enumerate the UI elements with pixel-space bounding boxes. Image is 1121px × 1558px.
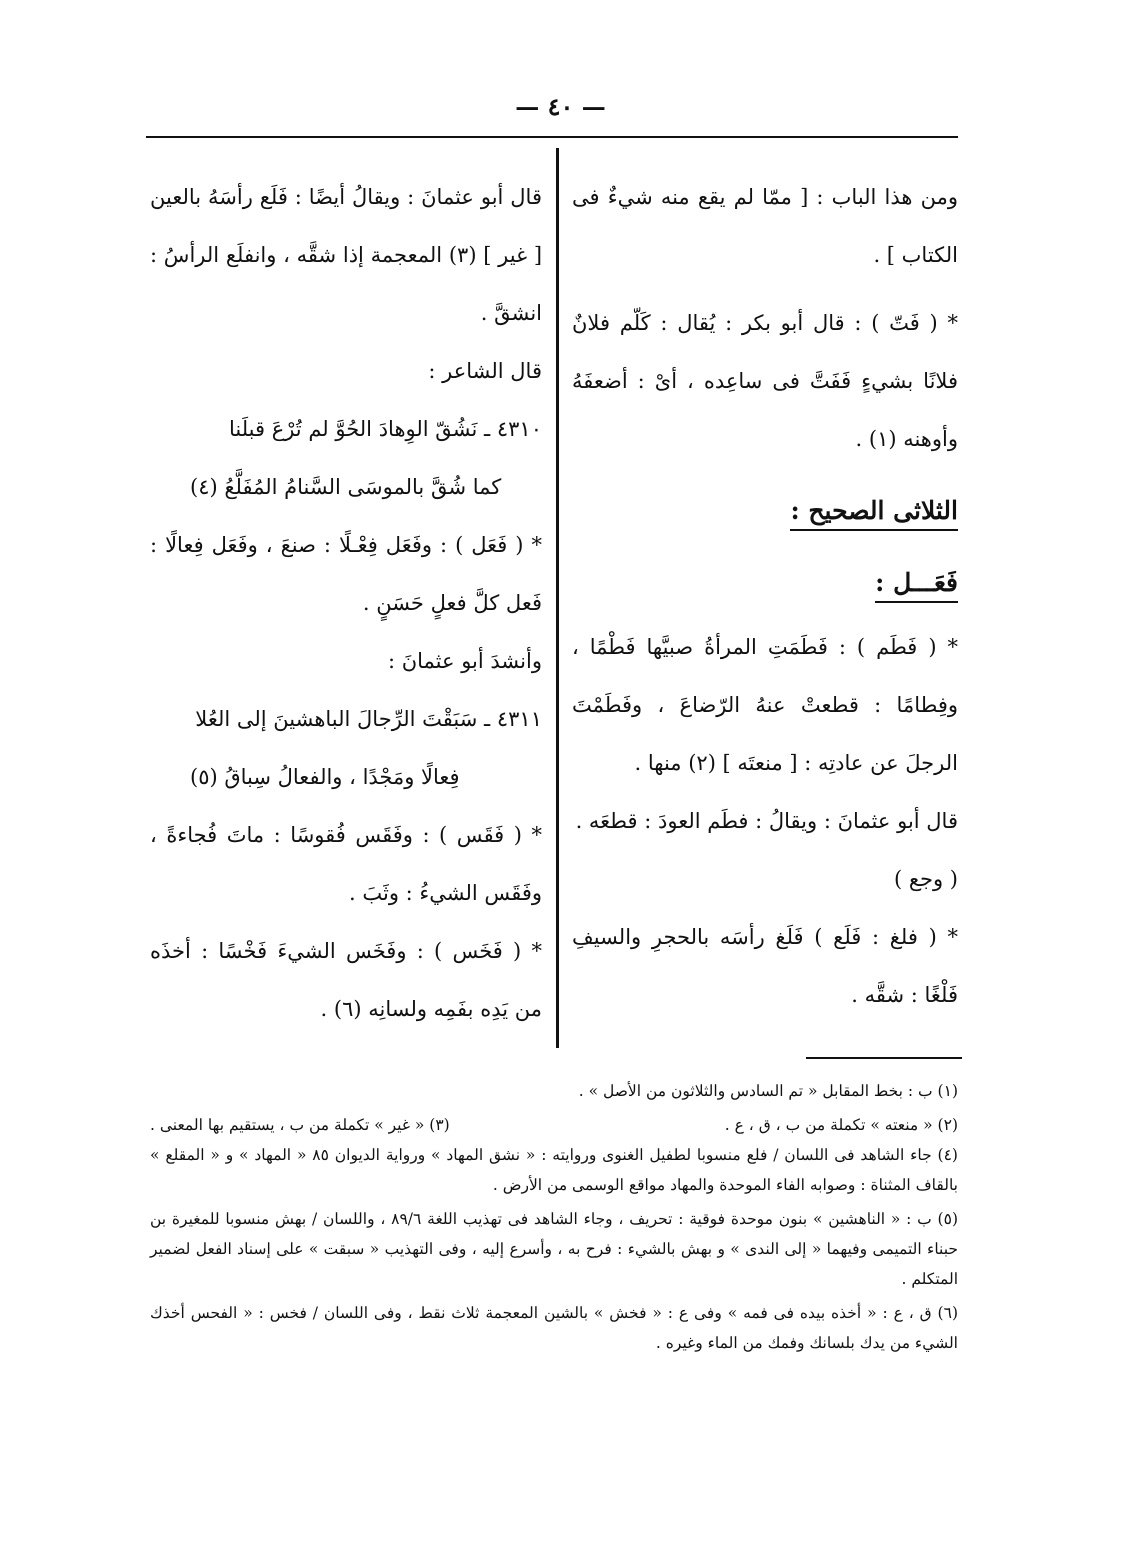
abu-uthman-falaa: قال أبو عثمانَ : ويقالُ أيضًا : فَلَع رأسَهُ بالعين [ غير ] (٣) المعجمة إذا شقَّه ، وانفلَع الرأسُ : انشقَّ . xyxy=(150,185,543,325)
qala-shaer: قال الشاعر : xyxy=(428,359,542,383)
left-column xyxy=(150,168,542,1038)
verse-4310-first-hemistich: ٤٣١٠ ـ نَشُقّ الوِهادَ الحُوَّ لم تُرْعَ قبلَنا xyxy=(228,417,542,441)
footnote-1: (١) ب : بخط المقابل « تم السادس والثلاثون من الأصل » . xyxy=(578,1082,958,1100)
verse-4311-first-hemistich: ٤٣١١ ـ سَبَقْتَ الرِّجالَ الباهشينَ إلى العُلا xyxy=(195,707,542,731)
entry-fatm: * ( فَطَم ) : فَطَمَتِ المرأةُ صبيَّها فَطْمًا ، وفِطامًا : قطعتْ عنهُ الرّضاعَ ، وفَطَمْتَ الرجلَ عن عادتِه : [ منعتَه ] (٢) منها . xyxy=(572,635,958,775)
verse-4310-second-hemistich: كما شُقَّ بالموسَى السَّنامُ المُفَلَّعُ (٤) xyxy=(190,475,502,499)
heading-faal xyxy=(572,554,958,612)
heading-thulathi xyxy=(572,482,958,540)
anshad-abu-uthman: وأنشدَ أبو عثمانَ : xyxy=(387,649,542,673)
footnote-6: (٦) ق ، ع : « أخذه بيده فى فمه » وفى ع : « فخش » بالشين المعجمة ثلاث نقط ، وفى اللسان / فخس : « الفحس أخذك الشيء من يدك بلسانك وفمك من الماء وغيره . xyxy=(150,1304,958,1352)
heading-faal-text: فَعَـــل : xyxy=(875,568,958,603)
intro-paragraph: ومن هذا الباب : [ ممّا لم يقع منه شيءٌ فى الكتاب ] . xyxy=(572,185,958,267)
entry-fatt: * ( فَتّ ) : قال أبو بكر : يُقال : كَلّم فلانٌ فلانًا بشيءٍ فَفَتَّ فى ساعِده ، أىْ : أضعفَهُ وأوهنه (١) . xyxy=(572,311,958,451)
entry-fakhas: * ( فَخَس ) : وفَخَس الشيءَ فَخْسًا : أخذَه من يَدِه بفَمِه ولسانِه (٦) . xyxy=(150,939,542,1021)
entry-faqas: * ( فَقَس ) : وفَقَس فُقوسًا : ماتَ فُجاءةً ، وفَقَس الشيءُ : وثَبَ . xyxy=(150,823,542,905)
footnote-3: (٣) « غير » تكملة من ب ، يستقيم بها المعنى . xyxy=(150,1116,450,1134)
footnote-5: (٥) ب : « الناهشين » بنون موحدة فوقية : تحريف ، وجاء الشاهد فى تهذيب اللغة ٨٩/٦ ، واللسان / بهش منسوبا للمغيرة بن حبناء التميمى وفيهما « إلى الندى » و بهش بالشيء : فرح به ، وأسرع إليه ، وفى التهذيب « سبقت » على إسناد الفعل لضمير المتكلم . xyxy=(150,1210,958,1288)
cross-reference-wajh: ( وجع ) xyxy=(893,867,958,891)
heading-thulathi-text: الثلاثى الصحيح : xyxy=(790,496,958,531)
entry-faal: * ( فَعَل ) : وفَعَل فِعْـلًا : صنعَ ، وفَعَل فِعالًا : فَعل كلَّ فعلٍ حَسَنٍ . xyxy=(150,533,542,615)
footnote-row-2-3 xyxy=(150,1110,958,1140)
footnote-4: (٤) جاء الشاهد فى اللسان / فلع منسوبا لطفيل الغنوى وروايته : « نشق المهاد » ورواية الديوان ٨٥ « المهاد » و « المقلع » بالقاف المثناة : وصوابه الفاء الموحدة والمهاد مواقع الوسمى من الأرض . xyxy=(150,1146,958,1194)
footnote-2: (٢) « منعته » تكملة من ب ، ق ، ع . xyxy=(724,1116,958,1134)
abu-uthman-fatm: قال أبو عثمانَ : ويقالُ : فطَم العودَ : قطعَه . xyxy=(575,809,958,833)
entry-falgh: * ( فلغ : فَلَع ) فَلَغ رأسَه بالحجرِ والسيفِ فَلْغًا : شقَّه . xyxy=(572,925,958,1007)
right-column xyxy=(572,168,958,1024)
footnote-rule xyxy=(806,1057,962,1059)
column-divider xyxy=(556,148,559,1048)
footnotes xyxy=(150,1076,958,1362)
page-number: — ٤٠ — xyxy=(515,92,606,121)
verse-4311-second-hemistich: فِعالًا ومَجْدًا ، والفعالُ سِباقُ (٥) xyxy=(190,765,460,789)
header-rule xyxy=(146,136,958,138)
